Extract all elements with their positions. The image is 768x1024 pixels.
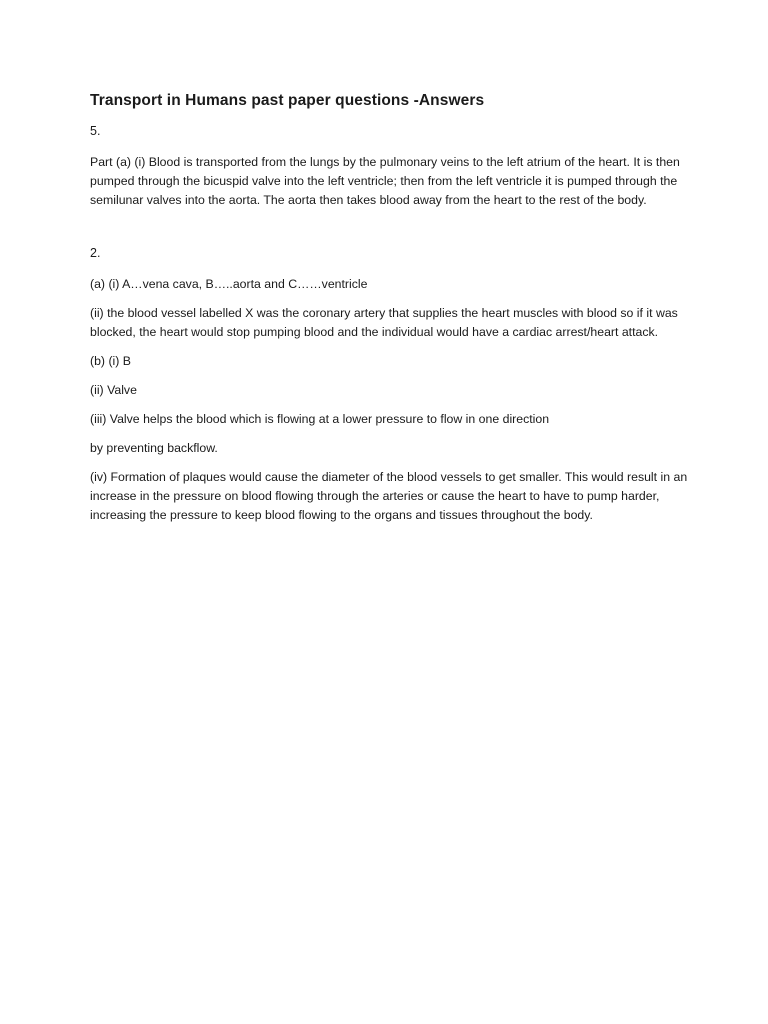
question-2-b-ii: (ii) Valve <box>90 383 137 397</box>
question-2-b-iii-continued: by preventing backflow. <box>90 441 218 455</box>
question-2-b-iii: (iii) Valve helps the blood which is flowing at a lower pressure to flow in one direction <box>90 412 550 426</box>
question-5-part-a: Part (a) (i) Blood is transported from the lungs by the pulmonary veins to the left atrium of the heart. It is then pumped through the bicuspid valve into the left ventricle; then from the left ventricle it is pumped through the semilunar valves into the aorta. The aorta then takes blood away from the heart to the rest of the body. <box>90 155 680 207</box>
question-2-b-iv: (iv) Formation of plaques would cause the diameter of the blood vessels to get smaller. This would result in an increase in the pressure on blood flowing through the arteries or cause the heart to have to pump harder, increasing the pressure to keep blood flowing to the organs and tissues throughout the body. <box>90 470 688 522</box>
question-2-b-i: (b) (i) B <box>90 354 131 368</box>
question-2-number: 2. <box>90 246 101 260</box>
question-2-a-ii: (ii) the blood vessel labelled X was the coronary artery that supplies the heart muscles with blood so if it was blocked, the heart would stop pumping blood and the individual would have a cardiac arrest/heart attack. <box>90 306 678 339</box>
section-gap <box>90 220 690 246</box>
document-content <box>90 92 690 535</box>
question-2-a-i: (a) (i) A…vena cava, B…..aorta and C……ventricle <box>90 277 368 291</box>
question-5-number: 5. <box>90 124 101 138</box>
document-title: Transport in Humans past paper questions -Answers <box>90 92 485 109</box>
